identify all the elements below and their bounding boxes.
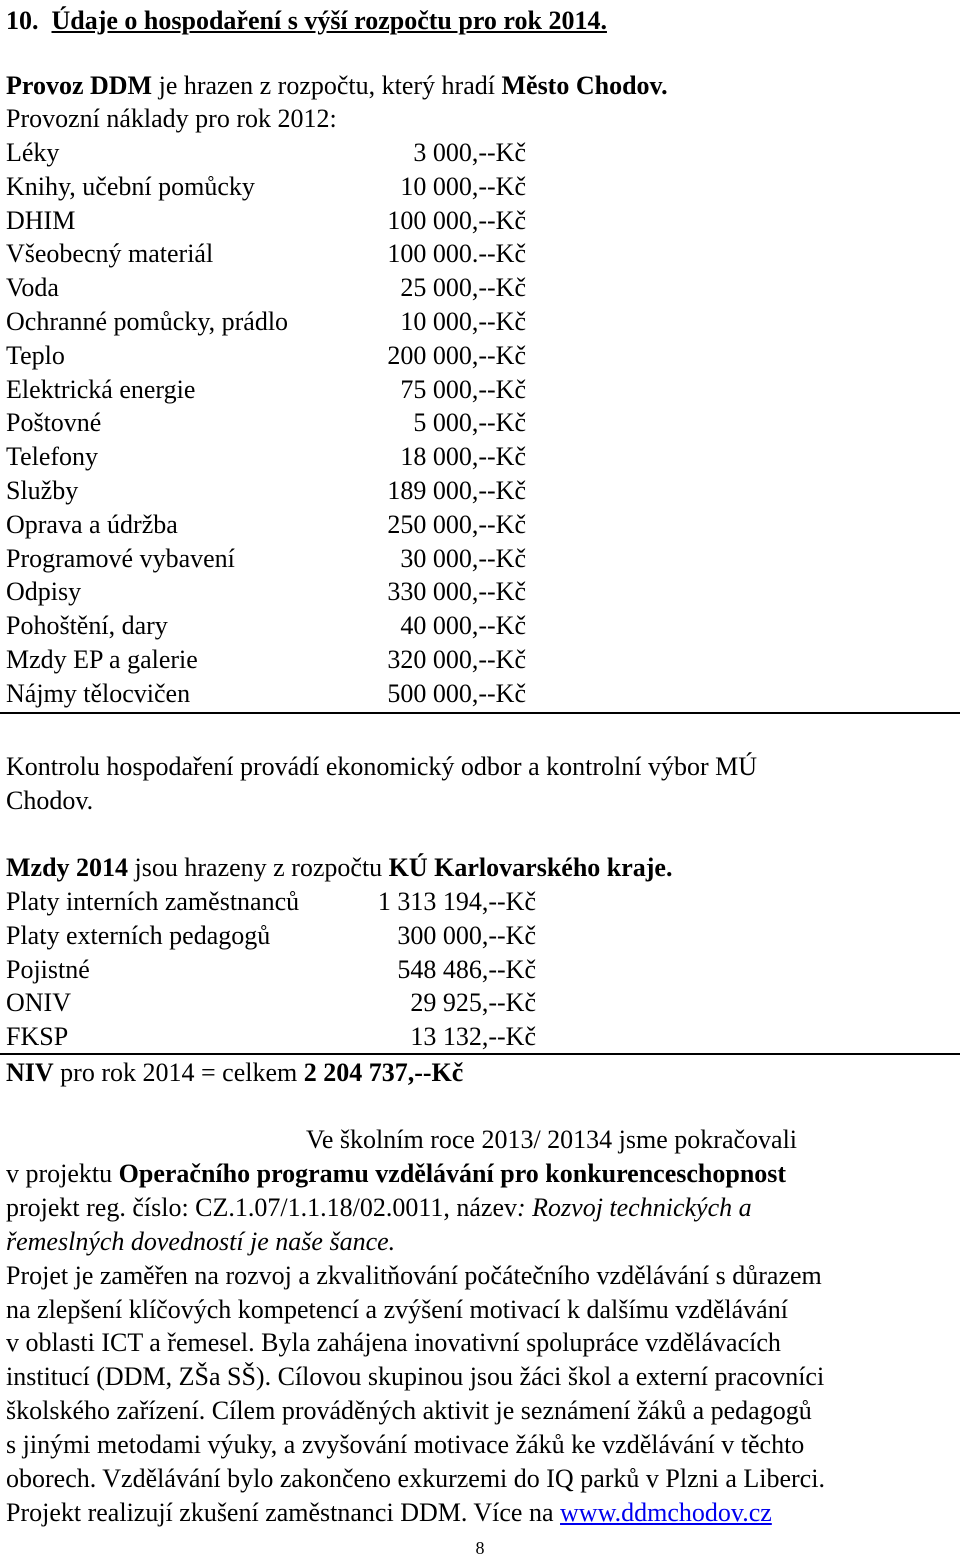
cost-amount: 200 000,--Kč xyxy=(387,340,526,370)
cost-amount: 18 000,--Kč xyxy=(400,442,526,472)
wage-row xyxy=(6,921,536,951)
section-heading xyxy=(6,6,607,36)
wages-total-b2: 2 204 737,--Kč xyxy=(303,1058,464,1087)
wage-row xyxy=(6,887,536,917)
cost-amount: 75 000,--Kč xyxy=(400,374,526,404)
cost-amount: 30 000,--Kč xyxy=(400,543,526,573)
project-line-12-a: Projekt realizují zkušení zaměstnanci DDM. Více na xyxy=(6,1498,561,1527)
project-line-12 xyxy=(6,1498,772,1528)
project-line-3-a: projekt reg. číslo: CZ.1.07/1.1.18/02.0011, název xyxy=(6,1193,517,1222)
wage-label: Pojistné xyxy=(6,954,90,984)
cost-row xyxy=(6,679,526,709)
cost-amount: 500 000,--Kč xyxy=(387,678,526,708)
cost-label: Oprava a údržba xyxy=(6,509,178,539)
cost-amount: 3 000,--Kč xyxy=(413,138,526,167)
cost-amount: 100 000,--Kč xyxy=(387,205,526,235)
cost-row xyxy=(6,206,526,236)
divider-2 xyxy=(0,1053,960,1055)
cost-label: Voda xyxy=(6,273,59,303)
cost-row xyxy=(6,577,526,607)
wages-intro-bold-1: Mzdy 2014 xyxy=(6,853,129,882)
cost-row xyxy=(6,645,526,675)
section-number: 10. xyxy=(6,6,39,35)
wages-total-b1: NIV xyxy=(6,1058,54,1087)
project-line-5: Projet je zaměřen na rozvoj a zkvalitňování počátečního vzdělávání s důrazem xyxy=(6,1261,822,1290)
cost-row xyxy=(6,611,526,641)
wages-intro-bold-2: KÚ Karlovarského kraje. xyxy=(388,853,673,882)
cost-row xyxy=(6,476,526,506)
cost-amount: 100 000.--Kč xyxy=(387,239,526,269)
wage-row xyxy=(6,955,536,985)
intro-middle: je hrazen z rozpočtu, který hradí xyxy=(152,71,502,100)
cost-row xyxy=(6,307,526,337)
wage-amount: 29 925,--Kč xyxy=(410,988,536,1018)
project-line-2 xyxy=(6,1159,786,1189)
wage-row xyxy=(6,1022,536,1052)
cost-label: Všeobecný materiál xyxy=(6,239,214,269)
cost-label: Nájmy tělocvičen xyxy=(6,678,191,708)
project-line-4: řemeslných dovedností je naše šance. xyxy=(6,1227,396,1256)
wage-label: ONIV xyxy=(6,988,71,1018)
cost-label: Poštovné xyxy=(6,408,102,438)
wage-amount: 1 313 194,--Kč xyxy=(377,887,536,916)
intro-prefix: Provoz DDM xyxy=(6,71,153,100)
wage-amount: 300 000,--Kč xyxy=(397,920,536,950)
wage-amount: 13 132,--Kč xyxy=(410,1022,536,1052)
project-line-9: školského zařízení. Cílem prováděných aktivit je seznámení žáků a pedagogů xyxy=(6,1396,812,1425)
project-line-1: Ve školním roce 2013/ 20134 jsme pokračovali xyxy=(306,1125,798,1154)
wages-intro xyxy=(6,853,672,883)
cost-label: Služby xyxy=(6,476,79,505)
cost-label: Telefony xyxy=(6,442,99,472)
cost-amount: 330 000,--Kč xyxy=(387,577,526,607)
website-link[interactable]: www.ddmchodov.cz xyxy=(560,1498,772,1527)
intro-bold-end: Město Chodov. xyxy=(501,71,668,100)
cost-row xyxy=(6,273,526,303)
cost-label: Mzdy EP a galerie xyxy=(6,645,198,674)
wage-label: Platy externích pedagogů xyxy=(6,920,271,950)
wages-total xyxy=(6,1058,463,1088)
cost-row xyxy=(6,172,526,202)
wage-label: Platy interních zaměstnanců xyxy=(6,887,300,916)
cost-amount: 10 000,--Kč xyxy=(400,307,526,336)
project-line-8: institucí (DDM, ZŠa SŠ). Cílovou skupinou jsou žáci škol a externí pracovníci xyxy=(6,1362,825,1391)
cost-row xyxy=(6,408,526,438)
intro-line xyxy=(6,71,668,101)
cost-row xyxy=(6,375,526,405)
project-line-10: s jinými metodami výuky, a zvyšování motivace žáků ke vzdělávání v těchto xyxy=(6,1430,805,1459)
cost-row xyxy=(6,442,526,472)
cost-label: Teplo xyxy=(6,340,65,370)
project-line-3 xyxy=(6,1193,752,1223)
divider-1 xyxy=(0,712,960,714)
wages-total-mid: pro rok 2014 = celkem xyxy=(53,1058,304,1087)
cost-amount: 250 000,--Kč xyxy=(387,509,526,539)
project-line-2-b: Operačního programu vzdělávání pro konkurenceschopnost xyxy=(118,1159,787,1188)
cost-amount: 5 000,--Kč xyxy=(413,408,526,438)
control-line-1: Kontrolu hospodaření provádí ekonomický odbor a kontrolní výbor MÚ xyxy=(6,752,757,781)
costs-subtitle: Provozní náklady pro rok 2012: xyxy=(6,104,337,133)
cost-label: Odpisy xyxy=(6,577,82,607)
cost-row xyxy=(6,138,526,168)
cost-amount: 40 000,--Kč xyxy=(400,611,526,641)
page-number: 8 xyxy=(475,1538,485,1558)
wages-intro-mid: jsou hrazeny z rozpočtu xyxy=(128,853,389,882)
control-line-2: Chodov. xyxy=(6,786,94,815)
cost-label: Ochranné pomůcky, prádlo xyxy=(6,307,289,336)
cost-amount: 189 000,--Kč xyxy=(387,476,526,505)
cost-label: Léky xyxy=(6,138,60,167)
cost-label: Knihy, učební pomůcky xyxy=(6,171,255,201)
wage-amount: 548 486,--Kč xyxy=(397,954,536,984)
wage-row xyxy=(6,988,536,1018)
project-line-6: na zlepšení klíčových kompetencí a zvýšení motivací k dalšímu vzdělávání xyxy=(6,1295,788,1324)
cost-row xyxy=(6,544,526,574)
cost-label: DHIM xyxy=(6,205,76,235)
section-title: Údaje o hospodaření s výší rozpočtu pro rok 2014. xyxy=(51,6,607,35)
wage-label: FKSP xyxy=(6,1022,69,1052)
project-line-11: oborech. Vzdělávání bylo zakončeno exkurzemi do IQ parků v Plzni a Liberci. xyxy=(6,1464,825,1493)
project-line-7: v oblasti ICT a řemesel. Byla zahájena inovativní spolupráce vzdělávacích xyxy=(6,1328,781,1357)
cost-label: Programové vybavení xyxy=(6,543,235,573)
cost-amount: 25 000,--Kč xyxy=(400,273,526,303)
cost-label: Pohoštění, dary xyxy=(6,611,168,641)
cost-label: Elektrická energie xyxy=(6,374,196,404)
cost-row xyxy=(6,510,526,540)
cost-row xyxy=(6,341,526,371)
cost-row xyxy=(6,239,526,269)
project-line-2-a: v projektu xyxy=(6,1159,119,1188)
cost-amount: 320 000,--Kč xyxy=(387,645,526,674)
project-line-3-b: : Rozvoj technických a xyxy=(517,1193,752,1222)
cost-amount: 10 000,--Kč xyxy=(400,171,526,201)
